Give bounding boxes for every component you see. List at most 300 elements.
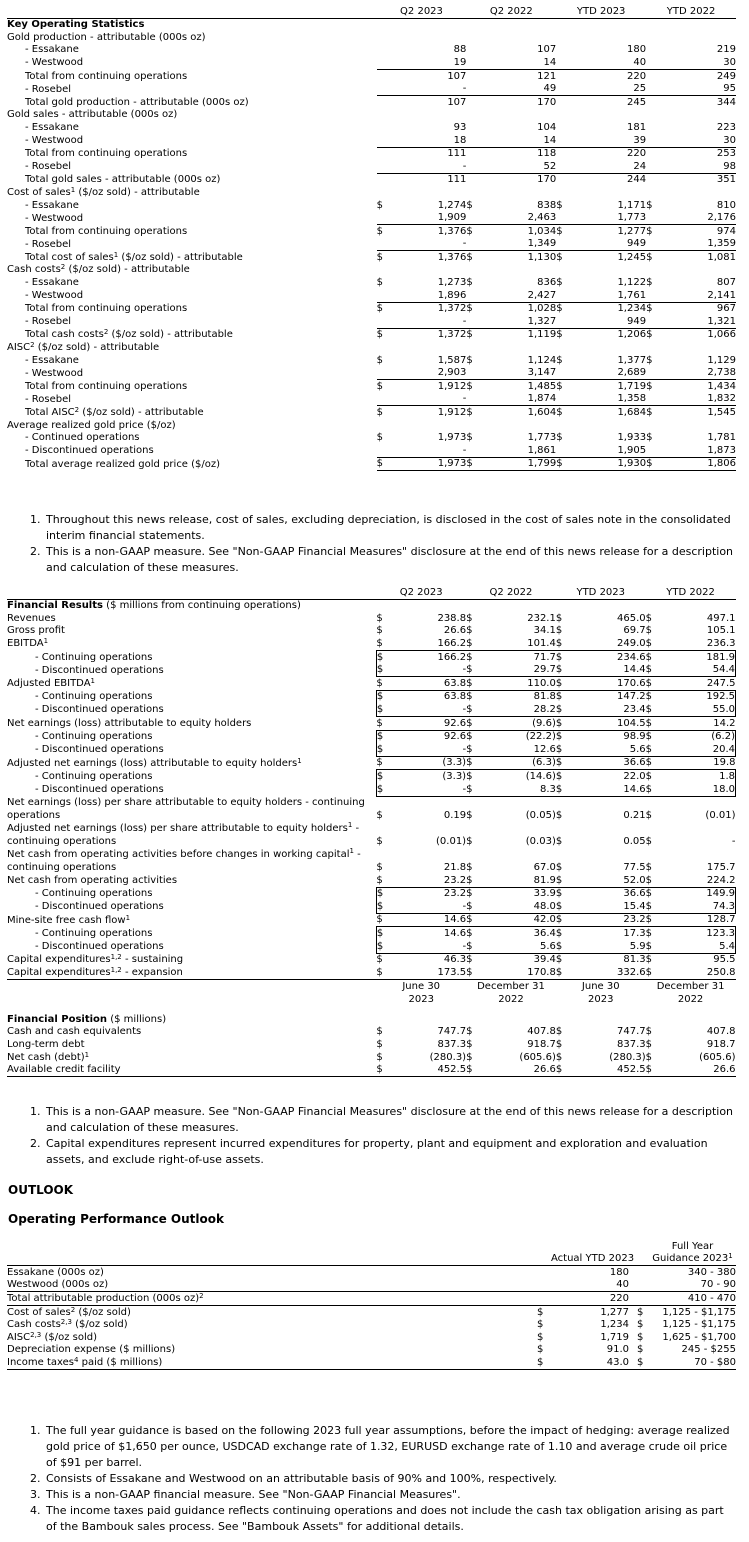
currency-symbol: $	[646, 1064, 660, 1077]
cell-value: 92.6	[391, 730, 466, 743]
currency-symbol	[377, 96, 391, 109]
currency-symbol: $	[555, 1026, 563, 1038]
cell-value: 67.0	[533, 862, 556, 873]
table-row	[7, 783, 736, 796]
row-label: - Essakane	[25, 199, 79, 211]
table-row	[7, 743, 736, 756]
currency-symbol: $	[376, 717, 383, 729]
cell-value: 17.3	[570, 927, 646, 940]
currency-symbol: $	[645, 625, 653, 637]
currency-symbol: $	[377, 225, 391, 238]
currency-symbol: $	[376, 862, 383, 873]
currency-symbol: $	[376, 1064, 390, 1077]
currency-symbol: $	[466, 927, 480, 940]
cell-value: 250.8	[660, 966, 736, 979]
cell-value: 95.5	[713, 954, 736, 966]
actual-value: 1,719	[600, 1331, 629, 1343]
cell-value: 1,028	[481, 302, 557, 315]
row-label: - Continuing operations	[35, 691, 153, 703]
cell-value: -	[462, 444, 467, 456]
cell-value: -	[391, 743, 466, 756]
table-row	[7, 109, 736, 122]
currency-symbol: $	[466, 810, 473, 821]
currency-symbol	[556, 109, 570, 122]
row-label: Total from continuing operations	[25, 303, 188, 315]
cell-value: 170.6	[617, 677, 646, 689]
guidance-value: 1,625 - $1,700	[662, 1331, 736, 1343]
cell-value: 1,376	[391, 251, 467, 264]
cell-value: 1,358	[617, 393, 647, 405]
cell-value	[571, 419, 647, 432]
cell-value	[571, 31, 647, 44]
currency-symbol: $	[555, 954, 563, 966]
actual-value: 1,277	[551, 1305, 633, 1318]
currency-symbol	[377, 56, 391, 69]
row-label: Total gold production - attributable (000s oz)	[25, 96, 249, 108]
row-label: - Discontinued operations	[35, 784, 164, 795]
cell-value	[660, 419, 736, 432]
currency-symbol: $	[466, 836, 473, 847]
currency-symbol	[646, 147, 660, 160]
row-label: Gold production - attributable (000s oz)	[7, 31, 206, 43]
currency-symbol: $	[646, 650, 660, 663]
cell-value: 344	[660, 96, 736, 109]
currency-symbol: $	[645, 862, 653, 873]
currency-symbol: $	[466, 770, 480, 783]
currency-symbol: $	[466, 717, 473, 729]
currency-symbol: $	[556, 277, 563, 289]
currency-symbol: $	[646, 277, 653, 289]
footnote-text: The full year guidance is based on the following 2023 full year assumptions, before the impact of hedging: average realized gold price of $1,650 per ounce, USDCAD exchange rate of 1.32, EURUSD exchange rate of 1.10 and average crude oil price of $91 per barrel.	[46, 1424, 730, 1469]
column-header-row	[7, 5, 736, 18]
row-label: - Discontinued operations	[35, 744, 164, 756]
row-label: Long-term debt	[7, 1038, 85, 1050]
cell-value	[660, 341, 736, 354]
cell-value: 1,973	[437, 432, 467, 444]
cell-value: -	[391, 703, 466, 716]
currency-symbol: $	[376, 770, 390, 783]
currency-symbol: $	[645, 914, 653, 926]
table-row	[7, 56, 736, 69]
currency-symbol: $	[556, 199, 563, 211]
currency-symbol	[646, 56, 660, 69]
currency-symbol: $	[537, 1356, 551, 1369]
cell-value: 244	[571, 173, 647, 186]
row-label: Capital expenditures$^{1,2}$ - sustaining	[7, 953, 184, 966]
currency-symbol: $	[376, 625, 383, 637]
currency-symbol: $	[555, 810, 563, 821]
cell-value: 181	[626, 121, 647, 133]
currency-symbol: $	[556, 650, 570, 663]
currency-symbol: $	[376, 199, 383, 211]
currency-symbol: $	[466, 887, 480, 900]
cell-value	[391, 186, 467, 199]
currency-symbol	[646, 173, 660, 186]
section-title-row: Financial Position ($ millions)	[7, 1013, 167, 1025]
position-column-header: December 31 2022	[477, 980, 545, 1005]
currency-symbol: $	[556, 1064, 570, 1077]
currency-symbol	[466, 109, 480, 122]
currency-symbol: $	[466, 637, 473, 649]
cell-value: 24	[633, 160, 647, 172]
cell-value: 40	[633, 56, 647, 68]
currency-symbol	[556, 96, 570, 109]
currency-symbol: $	[646, 199, 653, 211]
table-row	[7, 1051, 736, 1064]
currency-symbol: $	[646, 225, 660, 238]
currency-symbol: $	[376, 612, 383, 624]
table-row	[7, 1026, 736, 1039]
cell-value: -	[462, 160, 467, 172]
table-row	[7, 874, 736, 887]
currency-symbol	[466, 289, 480, 302]
currency-symbol	[646, 315, 660, 328]
cell-value: 1,799	[481, 457, 557, 471]
table-row	[7, 690, 736, 703]
position-column-header: June 30 2023	[402, 980, 441, 1005]
table-row	[7, 1344, 736, 1357]
currency-symbol: $	[646, 251, 660, 264]
cell-value: 1,905	[617, 444, 647, 456]
column-header-row	[7, 1253, 736, 1266]
currency-symbol	[466, 186, 480, 199]
currency-symbol	[466, 134, 480, 147]
cell-value: (6.2)	[660, 730, 736, 743]
table-row	[7, 225, 736, 238]
currency-symbol	[633, 1292, 649, 1306]
table-row	[7, 1292, 736, 1306]
cell-value: 1,171	[617, 199, 647, 211]
cell-value: 19	[453, 56, 467, 68]
cell-value: 33.9	[480, 887, 555, 900]
cell-value: 5.4	[660, 940, 736, 953]
table-row	[7, 1279, 736, 1292]
table-row	[7, 238, 736, 251]
cell-value: 1,761	[617, 289, 647, 301]
currency-symbol: $	[466, 677, 473, 689]
currency-symbol: $	[646, 690, 660, 703]
column-header: Q2 2023	[376, 586, 466, 599]
currency-symbol	[466, 69, 480, 82]
section-subtitle: ($ millions from continuing operations)	[102, 600, 301, 612]
row-label: - Westwood	[25, 367, 84, 379]
currency-symbol: $	[376, 354, 383, 366]
footnote-number: 1.	[30, 1424, 41, 1437]
row-label: Total attributable production (000s oz)$^2$	[7, 1292, 537, 1306]
currency-symbol: $	[555, 862, 563, 873]
currency-symbol: $	[377, 251, 391, 264]
footnote-text: The income taxes paid guidance reflects continuing operations and does not include the cash tax obligation arising as part of the Bambouk sales process. See "Bambouk Assets" for additional details.	[46, 1504, 724, 1533]
cell-value: 245	[571, 96, 647, 109]
table-row	[7, 796, 736, 822]
cell-value: 747.7	[617, 1026, 646, 1038]
currency-symbol: $	[466, 874, 473, 886]
cell-value	[391, 109, 467, 122]
currency-symbol: $	[556, 900, 570, 913]
cell-value: 14.4	[570, 664, 646, 677]
currency-symbol	[377, 367, 391, 380]
footnote	[30, 1423, 736, 1471]
cell-value: 26.6	[480, 1064, 555, 1077]
currency-symbol: $	[645, 874, 653, 886]
currency-symbol: $	[377, 380, 391, 393]
cell-value: 54.4	[660, 664, 736, 677]
table-row	[7, 1064, 736, 1077]
cell-value: 2,689	[617, 367, 647, 379]
row-label: Westwood (000s oz)	[7, 1279, 109, 1291]
row-label: - Westwood	[25, 290, 84, 302]
currency-symbol: $	[376, 914, 383, 926]
table-row	[7, 367, 736, 380]
table-row	[7, 612, 736, 625]
table-row	[7, 664, 736, 677]
footnote	[30, 544, 736, 576]
row-label: Mine-site free cash flow$^1$	[7, 913, 131, 926]
row-label: Cash costs$^{2,3}$ ($/oz sold)	[7, 1318, 128, 1331]
currency-symbol	[646, 264, 660, 277]
currency-symbol	[377, 31, 391, 44]
cell-value: 465.0	[617, 612, 646, 624]
currency-symbol	[633, 1266, 649, 1279]
table-row	[7, 96, 736, 109]
currency-symbol	[466, 419, 480, 432]
cell-value: 2,176	[707, 212, 736, 224]
currency-symbol: $	[646, 380, 660, 393]
column-header: YTD 2022	[646, 5, 736, 18]
cell-value: 407.8	[706, 1026, 736, 1038]
row-label: - Continuing operations	[35, 888, 153, 900]
cell-value: 36.4	[480, 927, 555, 940]
currency-symbol: $	[466, 940, 480, 953]
currency-symbol	[556, 56, 570, 69]
cell-value	[660, 264, 736, 277]
cell-value: 1,129	[707, 354, 736, 366]
section-title: Financial Position	[7, 1013, 108, 1025]
currency-symbol	[633, 1279, 649, 1292]
cell-value: 224.2	[706, 874, 736, 886]
outlook-heading: OUTLOOK	[8, 1183, 74, 1197]
cell-value: 74.3	[660, 900, 736, 913]
currency-symbol: $	[633, 1356, 649, 1369]
cell-value: 52	[543, 160, 557, 172]
footnote-number: 4.	[30, 1504, 41, 1517]
currency-symbol	[646, 341, 660, 354]
footnote-text: This is a non-GAAP financial measure. See "Non-GAAP Financial Measures".	[46, 1488, 461, 1501]
currency-symbol	[556, 44, 570, 57]
currency-symbol	[377, 173, 391, 186]
cell-value: 1,124	[527, 354, 557, 366]
table-row	[7, 1266, 736, 1279]
currency-symbol: $	[466, 625, 473, 637]
cell-value: 918.7	[706, 1038, 736, 1050]
row-label: - Essakane	[25, 354, 79, 366]
cell-value: 192.5	[660, 690, 736, 703]
table-row	[7, 419, 736, 432]
table-row	[7, 186, 736, 199]
row-label: Total cost of sales$^1$ ($/oz sold) - attributable	[25, 250, 243, 263]
cell-value: 1,245	[571, 251, 647, 264]
currency-symbol	[466, 264, 480, 277]
currency-symbol: $	[645, 1038, 653, 1050]
cell-value: 1,273	[437, 277, 467, 289]
cell-value: 1,909	[437, 212, 467, 224]
currency-symbol: $	[646, 432, 653, 444]
currency-symbol: $	[646, 887, 660, 900]
cell-value: (0.03)	[525, 836, 556, 847]
cell-value: 12.6	[480, 743, 555, 756]
cell-value: 30	[723, 134, 736, 146]
currency-symbol: $	[556, 703, 570, 716]
table-row	[7, 406, 736, 419]
currency-symbol: $	[556, 302, 570, 315]
actual-value: 91.0	[606, 1344, 629, 1356]
cell-value: 170	[481, 96, 557, 109]
actual-value: 180	[609, 1266, 629, 1278]
cell-value: 249	[660, 69, 736, 82]
currency-symbol	[377, 419, 391, 432]
currency-symbol: $	[466, 406, 480, 419]
footnote-number: 1.	[30, 513, 41, 526]
currency-symbol: $	[633, 1305, 649, 1318]
table-row	[7, 173, 736, 186]
currency-symbol	[377, 444, 391, 457]
table-row	[7, 199, 736, 212]
cell-value: 1,773	[527, 432, 557, 444]
cell-value: 1,434	[660, 380, 736, 393]
outlook-table	[7, 1240, 736, 1370]
row-label: Cash and cash equivalents	[7, 1026, 142, 1038]
cell-value: 104	[537, 121, 557, 133]
cell-value: 1,933	[617, 432, 647, 444]
table-row	[7, 44, 736, 57]
currency-symbol	[377, 341, 391, 354]
cell-value: 69.7	[623, 625, 646, 637]
currency-symbol: $	[466, 954, 473, 966]
cell-value: 26.6	[660, 1064, 736, 1077]
row-label: - Essakane	[25, 121, 79, 133]
currency-symbol	[556, 341, 570, 354]
cell-value: 836	[537, 277, 557, 289]
cell-value: (605.6)	[699, 1051, 736, 1063]
cell-value: 81.3	[623, 954, 646, 966]
footnote-text: Throughout this news release, cost of sales, excluding depreciation, is disclosed in the cost of sales note in the consolidated interim financial statements.	[46, 513, 731, 542]
cell-value: 1,604	[481, 406, 557, 419]
currency-symbol	[537, 1292, 551, 1306]
currency-symbol	[556, 212, 570, 225]
cell-value: 81.9	[533, 874, 556, 886]
position-column-header: June 30 2023	[581, 980, 620, 1005]
section-title: Financial Results	[7, 600, 103, 612]
currency-symbol: $	[646, 743, 660, 756]
currency-symbol	[466, 96, 480, 109]
currency-symbol: $	[646, 457, 660, 471]
currency-symbol: $	[646, 927, 660, 940]
table-row	[7, 953, 736, 966]
column-header-actual: Actual YTD 2023	[551, 1253, 635, 1265]
footnote-text: Capital expenditures represent incurred expenditures for property, plant and equipment and exploration and evaluation assets, and exclude right-of-use assets.	[46, 1137, 708, 1166]
operating-performance-outlook-heading: Operating Performance Outlook	[8, 1212, 224, 1226]
table-row	[7, 1038, 736, 1051]
cell-value	[660, 109, 736, 122]
currency-symbol	[646, 83, 660, 96]
cell-value: 93	[453, 121, 467, 133]
cell-value: 105.1	[706, 625, 736, 637]
currency-symbol: $	[556, 770, 570, 783]
currency-symbol	[377, 393, 391, 406]
currency-symbol	[646, 96, 660, 109]
row-label: Total gold sales - attributable (000s oz)	[25, 174, 221, 186]
currency-symbol: $	[376, 743, 390, 756]
cell-value: 810	[716, 199, 736, 211]
currency-symbol	[466, 367, 480, 380]
currency-symbol: $	[376, 954, 383, 966]
currency-symbol: $	[376, 637, 383, 649]
cell-value: (0.01)	[705, 810, 736, 821]
currency-symbol	[556, 160, 570, 173]
currency-symbol: $	[555, 625, 563, 637]
table-row	[7, 927, 736, 940]
cell-value: 95	[723, 83, 736, 95]
cell-value	[660, 186, 736, 199]
cell-value: 2,463	[527, 212, 557, 224]
cell-value: 253	[660, 147, 736, 160]
column-header: YTD 2022	[646, 586, 736, 599]
actual-value: 40	[616, 1279, 629, 1291]
cell-value: 20.4	[660, 743, 736, 756]
currency-symbol	[556, 315, 570, 328]
cell-value: 128.7	[706, 914, 736, 926]
currency-symbol: $	[646, 730, 660, 743]
cell-value: 23.4	[570, 703, 646, 716]
row-label: - Essakane	[25, 277, 79, 289]
guidance-value: 1,125 - $1,175	[662, 1319, 736, 1331]
cell-value: 1,327	[527, 315, 557, 327]
currency-symbol: $	[637, 1319, 644, 1331]
guidance-value: 70 - $80	[649, 1356, 736, 1369]
currency-symbol: $	[466, 1026, 473, 1038]
table-row	[7, 264, 736, 277]
footnote	[30, 1471, 736, 1487]
row-label: - Rosebel	[25, 161, 72, 173]
cell-value: 1,349	[527, 238, 557, 250]
currency-symbol	[466, 56, 480, 69]
currency-symbol	[556, 444, 570, 457]
row-label: - Rosebel	[25, 316, 72, 328]
currency-symbol	[646, 186, 660, 199]
guidance-value: 340 - 380	[687, 1266, 736, 1278]
cell-value: (605.6)	[519, 1051, 556, 1063]
section-title: Key Operating Statistics	[7, 19, 145, 31]
row-label: - Westwood	[25, 212, 84, 224]
currency-symbol: $	[466, 966, 480, 979]
cell-value: -	[462, 238, 467, 250]
cell-value: 351	[660, 173, 736, 186]
row-label: Depreciation expense ($ millions)	[7, 1344, 176, 1356]
cell-value: 0.05	[623, 836, 646, 847]
row-label: Adjusted net earnings (loss) attributable to equity holders$^1$	[7, 756, 302, 769]
currency-symbol: $	[377, 328, 391, 341]
row-label: Capital expenditures$^{1,2}$ - expansion	[7, 966, 376, 979]
table-row	[7, 1319, 736, 1332]
currency-symbol: $	[376, 650, 390, 663]
table-row	[7, 83, 736, 96]
cell-value: (280.3)	[429, 1051, 467, 1063]
row-label: Total cash costs$^2$ ($/oz sold) - attributable	[25, 328, 233, 341]
currency-symbol: $	[645, 612, 653, 624]
currency-symbol: $	[556, 251, 570, 264]
table-row	[7, 134, 736, 147]
cell-value: 49	[543, 83, 557, 95]
